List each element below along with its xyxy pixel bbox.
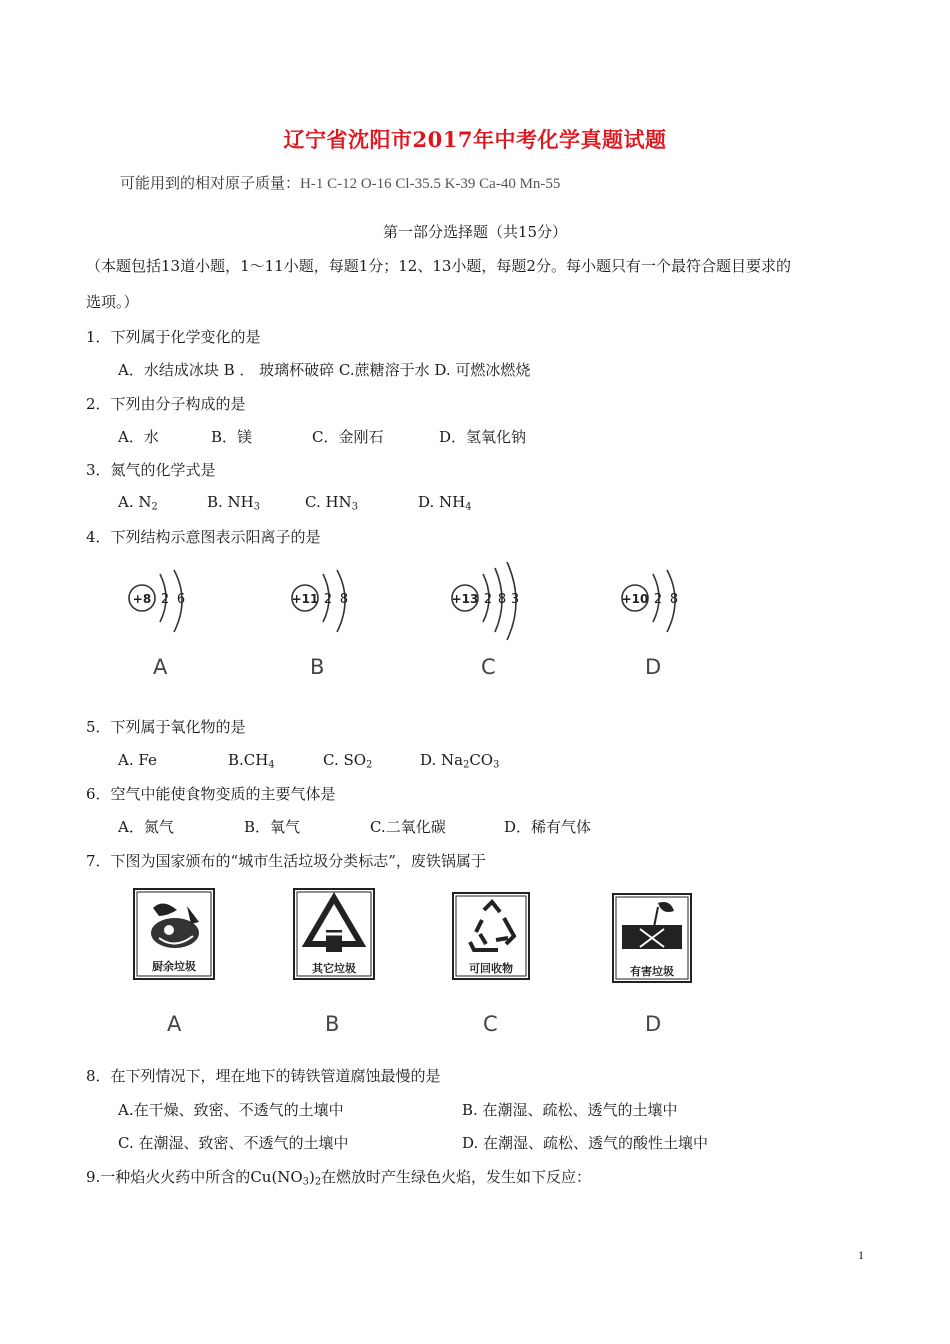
question-7-stem: 7．下图为国家颁布的“城市生活垃圾分类标志”，废铁锅属于 [86,852,486,870]
svg-text:+8: +8 [132,592,152,606]
atom-diagram-d [615,568,695,640]
waste-sign-d [612,893,692,983]
question-2-option-d: D．氢氧化钠 [439,428,527,446]
svg-text:+11: +11 [291,592,319,606]
svg-text:6: 6 [176,592,186,607]
svg-text:8: 8 [669,592,679,607]
question-6-option-c: C.二氧化碳 [370,818,446,836]
question-5-option-a: A. Fe [118,751,157,769]
waste-sign-c [452,892,530,980]
sign-label-c: C [483,1012,498,1036]
waste-sign-b [293,888,375,980]
instructions-line-2: 选项。） [86,293,139,311]
question-6-option-a: A．氮气 [118,818,174,836]
svg-text:可回收物: 可回收物 [469,962,513,975]
atom-label-a: A [153,655,168,679]
question-2-stem: 2．下列由分子构成的是 [86,395,246,413]
question-5-option-c: C. $SO_2$ [323,751,373,771]
atom-label-b: B [310,655,325,679]
atomic-mass-line [120,172,560,193]
question-2-option-c: C．金刚石 [312,428,384,446]
question-1-options: A．水结成冰块 B ． 玻璃杯破碎 C.蔗糖溶于水 D. 可燃冰燃烧 [118,361,531,379]
atom-label-c: C [481,655,496,679]
instructions-line-1: （本题包括13道小题，1～11小题，每题1分；12、13小题，每题2分。每小题只有一个最符合题目要求的 [86,257,791,275]
question-8-stem: 8．在下列情况下，埋在地下的铸铁管道腐蚀最慢的是 [86,1067,441,1085]
sign-label-b: B [325,1012,340,1036]
page-title: 辽宁省沈阳市2017年中考化学真题试题 [283,127,667,152]
svg-text:2: 2 [483,592,493,607]
svg-text:3: 3 [510,592,520,607]
svg-text:厨余垃圾: 厨余垃圾 [152,960,196,973]
question-9-stem: 9.一种焰火火药中所含的$Cu(NO_3)_2$在燃放时产生绿色火焰，发生如下反应： [86,1168,592,1188]
question-3-option-c: C. $HN_3$ [305,493,358,513]
question-8-option-b: B. 在潮湿、疏松、透气的土壤中 [462,1101,678,1119]
atomic-mass-label: 可能用到的相对原子质量： [120,174,301,192]
question-4-stem: 4．下列结构示意图表示阳离子的是 [86,528,321,546]
question-2-option-a: A．水 [118,428,159,446]
question-3-option-b: B. $NH_3$ [207,493,260,513]
svg-text:8: 8 [497,592,507,607]
svg-text:+10: +10 [621,592,649,606]
question-5-stem: 5．下列属于氧化物的是 [86,718,246,736]
question-5-option-b: $B.CH_4$ [228,751,275,771]
question-3-stem: 3．氮气的化学式是 [86,461,216,479]
svg-text:其它垃圾: 其它垃圾 [312,962,356,975]
question-6-option-b: B．氧气 [244,818,301,836]
question-6-option-d: D．稀有气体 [504,818,592,836]
sign-label-a: A [167,1012,182,1036]
section-title: 第一部分选择题（共15分） [382,223,568,241]
svg-text:2: 2 [653,592,663,607]
waste-sign-a [133,888,215,980]
question-8-option-a: A.在干燥、致密、不透气的土壤中 [118,1101,344,1119]
atom-diagram-a [120,568,200,640]
question-6-stem: 6．空气中能使食物变质的主要气体是 [86,785,336,803]
atom-label-d: D [645,655,662,679]
svg-text:有害垃圾: 有害垃圾 [630,965,674,978]
atomic-mass-values: H-1 C-12 O-16 Cl-35.5 K-39 Ca-40 Mn-55 [300,176,561,192]
question-2-option-b: B．镁 [211,428,253,446]
question-3-option-d: D. $NH_4$ [418,493,472,513]
svg-text:2: 2 [323,592,333,607]
svg-text:2: 2 [160,592,170,607]
sign-label-d: D [645,1012,662,1036]
svg-text:+13: +13 [451,592,479,606]
svg-text:8: 8 [339,592,349,607]
atom-diagram-b [283,568,363,640]
question-5-option-d: D. $Na_2CO_3$ [420,751,500,771]
atom-diagram-c [447,562,527,642]
question-8-option-d: D. 在潮湿、疏松、透气的酸性土壤中 [462,1134,709,1152]
question-3-option-a: A. $N_2$ [118,493,158,513]
question-8-option-c: C. 在潮湿、致密、不透气的土壤中 [118,1134,349,1152]
question-1-stem: 1．下列属于化学变化的是 [86,328,261,346]
page-number: 1 [858,1248,864,1262]
